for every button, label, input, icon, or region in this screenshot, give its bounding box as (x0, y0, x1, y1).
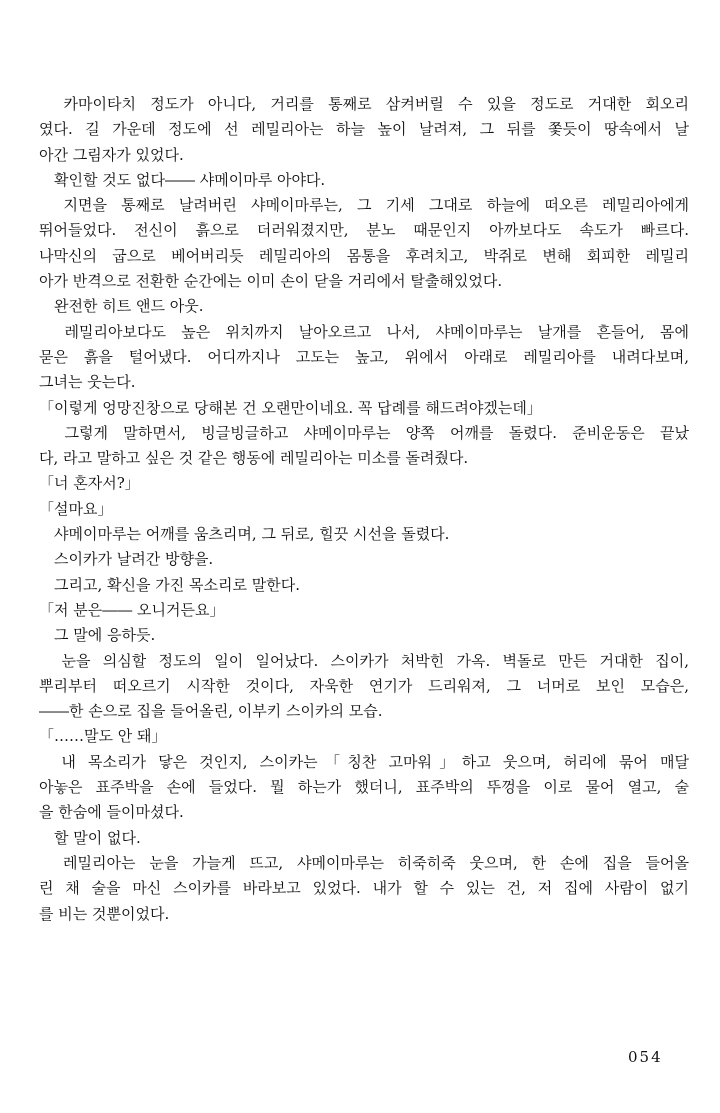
text-line: 확인할 것도 없다―― 샤메이마루 아야다. (39, 170, 326, 189)
text-line: 내 목소리가 닿은 것인지, 스이카는「칭찬 고마워」하고 웃으며, 허리에 묶어 매달 (39, 752, 689, 771)
text-line: 「저 분은―― 오니거든요」 (39, 600, 225, 619)
text-line: 그렇게 말하면서, 빙글빙글하고 샤메이마루는 양쪽 어깨를 돌렸다. 준비운동은 끝났 (39, 423, 689, 442)
text-line: 스이카가 날려간 방향을. (39, 550, 214, 569)
text-line: 뿌리부터 떠오르기 시작한 것이다, 자욱한 연기가 드리워져, 그 너머로 보인 모습은, (39, 676, 689, 695)
text-line: 「……말도 안 돼」 (39, 727, 167, 746)
text-line: 레밀리아는 눈을 가늘게 뜨고, 샤메이마루는 히죽히죽 웃으며, 한 손에 집을 들어올 (39, 853, 689, 872)
text-line: 레밀리아보다도 높은 위치까지 날아오르고 나서, 샤메이마루는 날개를 흔들어, 몸에 (39, 322, 689, 341)
text-line: 를 비는 것뿐이었다. (39, 904, 170, 923)
text-line: 묻은 흙을 털어냈다. 어디까지나 고도는 높고, 위에서 아래로 레밀리아를 내려다보며, (39, 347, 689, 366)
text-line: 「너 혼자서?」 (39, 474, 140, 493)
text-line: ――한 손으로 집을 들어올린, 이부키 스이카의 모습. (39, 702, 383, 721)
text-line: 그 말에 응하듯. (39, 626, 156, 645)
text-line: 그녀는 웃는다. (39, 373, 136, 392)
text-line: 아놓은 표주박을 손에 들었다. 뭘 하는가 했더니, 표주박의 뚜껑을 이로 물어 열고, 술 (39, 778, 689, 797)
text-line: 「이렇게 엉망진창으로 당해본 건 오랜만이네요. 꼭 답례를 해드려야겠는데」 (39, 398, 542, 417)
text-line: 지면을 통째로 날려버린 샤메이마루는, 그 기세 그대로 하늘에 떠오른 레밀리아에게 (39, 196, 689, 215)
text-line: 「설마요」 (39, 499, 113, 518)
text-line: 완전한 히트 앤드 아웃. (39, 297, 204, 316)
text-line: 눈을 의심할 정도의 일이 일어났다. 스이카가 처박힌 가옥. 벽돌로 만든 거대한 집이, (39, 651, 689, 670)
text-line: 린 채 술을 마신 스이카를 바라보고 있었다. 내가 할 수 있는 건, 저 집에 사람이 없기 (39, 879, 689, 898)
text-line: 뛰어들었다. 전신이 흙으로 더러워졌지만, 분노 때문인지 아까보다도 속도가 빠르다. (39, 221, 689, 240)
text-line: 그리고, 확신을 가진 목소리로 말한다. (39, 575, 300, 594)
text-line: 였다. 길 가운데 정도에 선 레밀리아는 하늘 높이 날려져, 그 뒤를 쫓듯이 땅속에서 날 (39, 120, 689, 139)
page-number: 054 (628, 1048, 663, 1066)
text-line: 나막신의 굽으로 베어버리듯 레밀리아의 몸통을 후려치고, 박쥐로 변해 회피한 레밀리 (39, 246, 689, 265)
body-text (39, 92, 689, 927)
text-line: 아가 반격으로 전환한 순간에는 이미 손이 닫을 거리에서 탈출해있었다. (39, 272, 503, 291)
text-line: 을 한숨에 들이마셨다. (39, 803, 184, 822)
text-line: 샤메이마루는 어깨를 움츠리며, 그 뒤로, 힐끗 시선을 돌렸다. (39, 525, 450, 544)
text-line: 카마이타치 정도가 아니다, 거리를 통째로 삼켜버릴 수 있을 정도로 거대한 회오리 (39, 95, 689, 113)
text-line: 다, 라고 말하고 싶은 것 같은 행동에 레밀리아는 미소를 돌려줬다. (39, 449, 469, 468)
text-line: 할 말이 없다. (39, 828, 141, 847)
text-line: 아간 그림자가 있었다. (39, 145, 184, 164)
